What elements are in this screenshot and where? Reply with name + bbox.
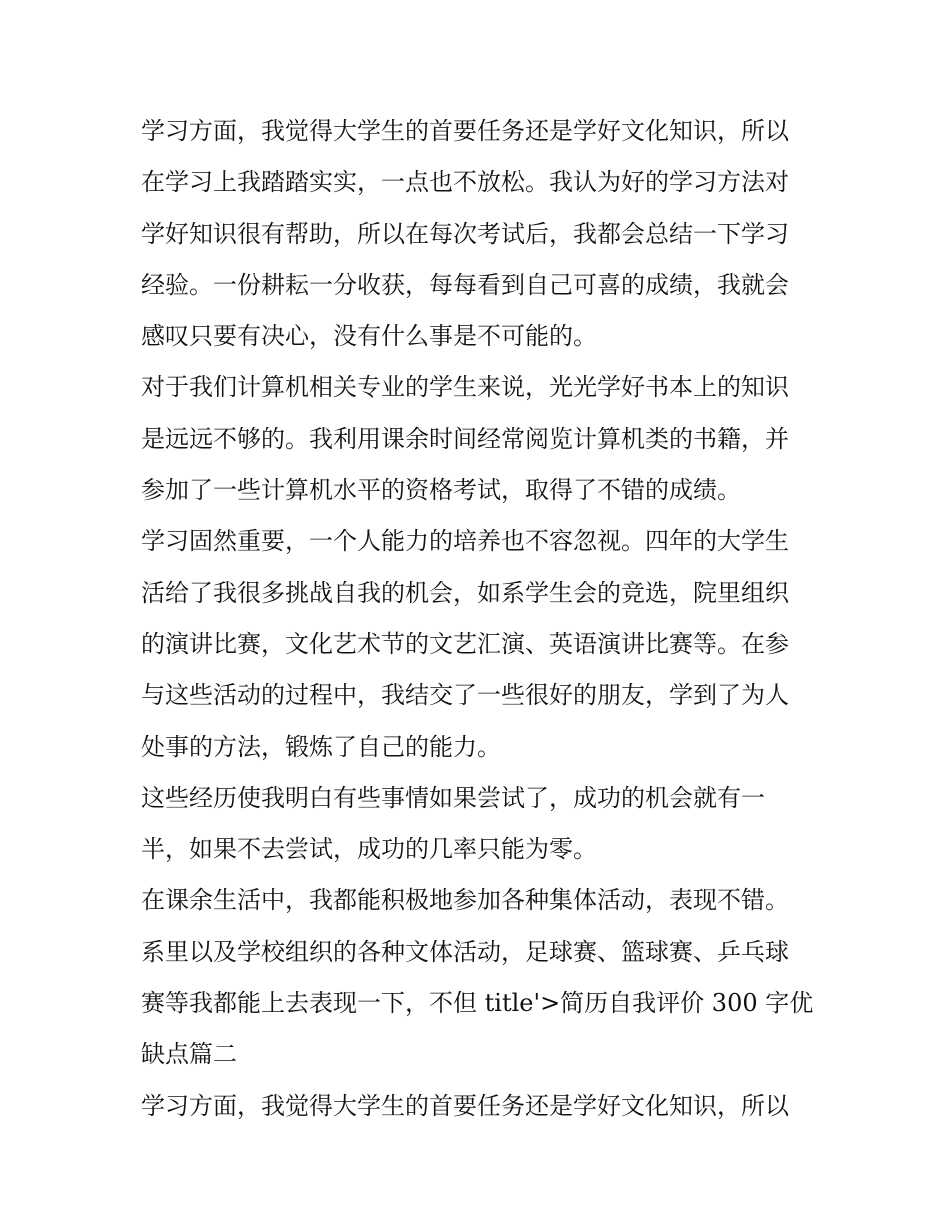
text-line: 对于我们计算机相关专业的学生来说，光光学好书本上的知识	[141, 373, 789, 402]
text-line: 系里以及学校组织的各种文体活动，足球赛、篮球赛、乒乓球	[141, 937, 789, 966]
text-line: 活给了我很多挑战自我的机会，如系学生会的竞选，院里组织	[141, 578, 789, 607]
text-line: 缺点篇二	[141, 1040, 237, 1069]
text-line: 学习方面，我觉得大学生的首要任务还是学好文化知识，所以	[141, 117, 789, 145]
text-line: 参加了一些计算机水平的资格考试，取得了不错的成绩。	[141, 476, 741, 505]
text-line: 学好知识很有帮助，所以在每次考试后，我都会总结一下学习	[141, 219, 789, 248]
text-line: 赛等我都能上去表现一下，不但 title'>简历自我评价 300 字优	[141, 989, 813, 1018]
text-line: 在学习上我踏踏实实，一点也不放松。我认为好的学习方法对	[141, 168, 789, 197]
text-line: 在课余生活中，我都能积极地参加各种集体活动，表现不错。	[141, 886, 789, 915]
text-line: 与这些活动的过程中，我结交了一些很好的朋友，学到了为人	[141, 681, 789, 710]
text-line: 是远远不够的。我利用课余时间经常阅览计算机类的书籍，并	[141, 424, 789, 453]
text-line: 处事的方法，锻炼了自己的能力。	[141, 732, 501, 761]
text-line: 经验。一份耕耘一分收获，每每看到自己可喜的成绩，我就会	[141, 270, 789, 299]
text-line: 学习方面，我觉得大学生的首要任务还是学好文化知识，所以	[141, 1091, 789, 1120]
text-line: 学习固然重要，一个人能力的培养也不容忽视。四年的大学生	[141, 527, 789, 556]
document-body	[141, 106, 813, 1132]
text-line: 半，如果不去尝试，成功的几率只能为零。	[141, 835, 597, 864]
text-line: 感叹只要有决心，没有什么事是不可能的。	[141, 322, 597, 351]
text-line: 的演讲比赛，文化艺术节的文艺汇演、英语演讲比赛等。在参	[141, 629, 789, 658]
text-line: 这些经历使我明白有些事情如果尝试了，成功的机会就有一	[141, 783, 765, 812]
